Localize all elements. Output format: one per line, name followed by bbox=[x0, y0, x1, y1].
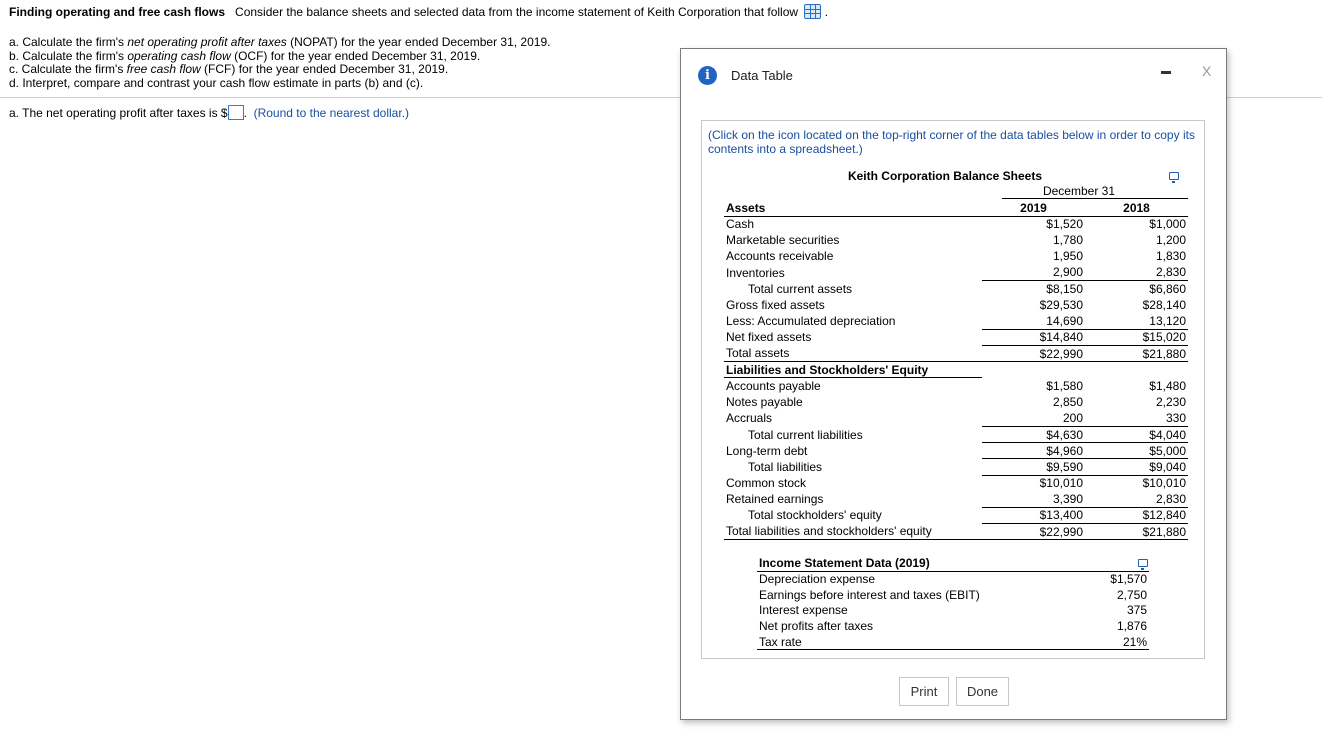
print-button[interactable]: Print bbox=[899, 677, 949, 706]
answer-prefix: a. The net operating profit after taxes is $ bbox=[9, 106, 228, 120]
value-2019: $22,990 bbox=[982, 346, 1085, 362]
table-row bbox=[757, 587, 1149, 603]
row-value: 375 bbox=[1126, 603, 1147, 618]
value-2019: $1,520 bbox=[1046, 217, 1083, 232]
value-2018: $1,000 bbox=[1149, 217, 1186, 232]
question-intro-end: . bbox=[824, 5, 829, 19]
row-value: 1,876 bbox=[1116, 619, 1147, 634]
table-row bbox=[724, 232, 1188, 248]
row-label: Common stock bbox=[726, 476, 807, 491]
value-2018: $9,040 bbox=[1085, 459, 1188, 475]
value-2018: $21,880 bbox=[1085, 524, 1188, 540]
value-2018: 2,830 bbox=[1155, 265, 1186, 280]
row-label: Notes payable bbox=[726, 395, 803, 410]
value-2019: $1,580 bbox=[1046, 378, 1083, 393]
table-row bbox=[724, 459, 1188, 475]
value-2019: 200 bbox=[1062, 411, 1083, 426]
value-2018: $4,040 bbox=[1085, 426, 1188, 442]
value-2019: 2,900 bbox=[1052, 265, 1083, 280]
part-b-prefix: b. Calculate the firm's bbox=[9, 48, 128, 63]
part-b-suffix: (OCF) for the year ended December 31, 2019. bbox=[230, 48, 481, 63]
row-label: Retained earnings bbox=[726, 492, 824, 507]
table-row bbox=[724, 329, 1188, 345]
value-2018: 13,120 bbox=[1149, 313, 1186, 328]
table-row bbox=[724, 491, 1188, 507]
row-label: Net fixed assets bbox=[726, 330, 812, 345]
row-label: Gross fixed assets bbox=[726, 298, 825, 313]
part-c-term: free cash flow bbox=[126, 62, 201, 76]
value-2019: $8,150 bbox=[982, 281, 1085, 297]
close-button[interactable]: X bbox=[1202, 63, 1212, 79]
value-2018: 330 bbox=[1165, 411, 1186, 426]
row-label: Total assets bbox=[724, 346, 982, 362]
data-table-dialog bbox=[680, 48, 1227, 720]
value-2019: $4,630 bbox=[982, 426, 1085, 442]
row-value: $1,570 bbox=[1110, 572, 1147, 587]
row-label: Net profits after taxes bbox=[759, 619, 874, 634]
empty-cell bbox=[1085, 362, 1188, 378]
period-header: December 31 bbox=[1042, 184, 1116, 198]
period-header-rule bbox=[1002, 198, 1188, 199]
answer-suffix: . bbox=[243, 106, 247, 120]
row-label: Less: Accumulated depreciation bbox=[726, 314, 896, 329]
assets-heading: Assets bbox=[724, 200, 982, 216]
value-2018: 1,200 bbox=[1155, 233, 1186, 248]
value-2018: $10,010 bbox=[1085, 475, 1188, 491]
table-row bbox=[724, 378, 1188, 394]
row-label: Long-term debt bbox=[726, 443, 808, 458]
table-row bbox=[757, 571, 1149, 587]
row-label: Accruals bbox=[726, 411, 773, 426]
table-row bbox=[757, 603, 1149, 619]
table-row bbox=[724, 524, 1188, 540]
value-2018: 1,830 bbox=[1155, 249, 1186, 264]
value-2018: $12,840 bbox=[1085, 507, 1188, 523]
part-d: d. Interpret, compare and contrast your cash flow estimate in parts (b) and (c). bbox=[9, 75, 424, 90]
row-label: Total current liabilities bbox=[748, 427, 863, 442]
value-2019: 1,950 bbox=[1052, 249, 1083, 264]
part-b bbox=[9, 50, 550, 64]
question-intro: Consider the balance sheets and selected data from the income statement of Keith Corporation that follow bbox=[235, 5, 799, 19]
value-2019: $29,530 bbox=[1039, 298, 1083, 313]
table-row bbox=[724, 426, 1188, 442]
table-row bbox=[724, 297, 1188, 313]
info-icon: i bbox=[698, 66, 717, 85]
dialog-title: Data Table bbox=[731, 68, 793, 83]
value-2019: $4,960 bbox=[982, 443, 1085, 459]
row-label: Tax rate bbox=[757, 634, 1089, 650]
table-row bbox=[724, 216, 1188, 232]
question-title: Finding operating and free cash flows bbox=[9, 5, 226, 19]
row-label: Marketable securities bbox=[726, 233, 840, 248]
part-a-suffix: (NOPAT) for the year ended December 31, 2019. bbox=[286, 35, 551, 49]
value-2018: $21,880 bbox=[1085, 346, 1188, 362]
answer-input[interactable] bbox=[228, 105, 244, 120]
value-2019: $10,010 bbox=[982, 475, 1085, 491]
table-row bbox=[724, 265, 1188, 281]
balance-sheet-table bbox=[724, 200, 1188, 540]
value-2019: $13,400 bbox=[982, 507, 1085, 523]
table-row bbox=[724, 443, 1188, 459]
value-2019: 3,390 bbox=[1052, 492, 1083, 507]
table-row bbox=[757, 634, 1149, 650]
value-2018: $15,020 bbox=[1085, 329, 1188, 345]
value-2018: $1,480 bbox=[1149, 378, 1186, 393]
table-row bbox=[724, 394, 1188, 410]
value-2019: 2,850 bbox=[1052, 395, 1083, 410]
part-c-prefix: c. Calculate the firm's bbox=[9, 62, 127, 76]
table-row bbox=[724, 313, 1188, 329]
row-label: Earnings before interest and taxes (EBIT) bbox=[759, 587, 980, 602]
value-2019: $14,840 bbox=[982, 329, 1085, 345]
done-button[interactable]: Done bbox=[956, 677, 1009, 706]
row-label: Accounts receivable bbox=[726, 249, 834, 264]
value-2019: 1,780 bbox=[1052, 233, 1083, 248]
liabilities-heading: Liabilities and Stockholders' Equity bbox=[724, 362, 982, 378]
row-label: Depreciation expense bbox=[759, 572, 876, 587]
part-a-term: net operating profit after taxes bbox=[127, 35, 287, 49]
row-value: 21% bbox=[1089, 634, 1149, 650]
value-2018: $5,000 bbox=[1085, 443, 1188, 459]
table-row bbox=[724, 475, 1188, 491]
is-header-row bbox=[757, 555, 1149, 571]
balance-sheet-title: Keith Corporation Balance Sheets bbox=[847, 169, 1043, 183]
part-c bbox=[9, 63, 550, 77]
grid-table-icon[interactable] bbox=[804, 4, 821, 19]
row-label: Total liabilities bbox=[748, 459, 823, 474]
value-2019: 14,690 bbox=[1046, 313, 1083, 328]
income-statement-table bbox=[757, 555, 1149, 650]
row-label: Accounts payable bbox=[726, 379, 821, 394]
minimize-button[interactable] bbox=[1159, 64, 1173, 78]
table-row bbox=[757, 618, 1149, 634]
table-row bbox=[724, 248, 1188, 264]
table-row bbox=[724, 281, 1188, 297]
answer-line bbox=[9, 105, 409, 120]
income-statement-title: Income Statement Data (2019) bbox=[757, 555, 1149, 571]
question-header bbox=[9, 4, 828, 19]
col-2018: 2018 bbox=[1085, 200, 1188, 216]
value-2018: 2,230 bbox=[1155, 395, 1186, 410]
part-a bbox=[9, 36, 550, 50]
col-2019: 2019 bbox=[982, 200, 1085, 216]
value-2019: $9,590 bbox=[982, 459, 1085, 475]
bs-header-row bbox=[724, 200, 1188, 216]
answer-hint: (Round to the nearest dollar.) bbox=[253, 106, 410, 120]
row-label: Inventories bbox=[726, 265, 785, 280]
value-2019: $22,990 bbox=[982, 524, 1085, 540]
value-2018: $6,860 bbox=[1085, 281, 1188, 297]
value-2018: 2,830 bbox=[1155, 492, 1186, 507]
copy-instructions: (Click on the icon located on the top-right corner of the data tables below in order to copy its contents into a spreadsheet.) bbox=[708, 128, 1195, 156]
table-row bbox=[724, 410, 1188, 426]
part-b-term: operating cash flow bbox=[127, 48, 231, 63]
part-c-suffix: (FCF) for the year ended December 31, 2019. bbox=[200, 62, 449, 76]
part-a-prefix: a. Calculate the firm's bbox=[9, 35, 128, 49]
row-label: Total liabilities and stockholders' equity bbox=[724, 524, 982, 540]
row-label: Cash bbox=[726, 217, 755, 232]
empty-cell bbox=[982, 362, 1085, 378]
liabilities-heading-row bbox=[724, 362, 1188, 378]
table-row bbox=[724, 346, 1188, 362]
row-label: Total stockholders' equity bbox=[748, 508, 882, 523]
value-2018: $28,140 bbox=[1142, 298, 1186, 313]
row-label: Total current assets bbox=[748, 281, 853, 296]
dialog-body bbox=[701, 120, 1205, 659]
question-parts bbox=[9, 36, 550, 90]
row-label: Interest expense bbox=[759, 603, 848, 618]
table-row bbox=[724, 507, 1188, 523]
row-value: 2,750 bbox=[1116, 587, 1147, 602]
dialog-header bbox=[681, 49, 1226, 99]
